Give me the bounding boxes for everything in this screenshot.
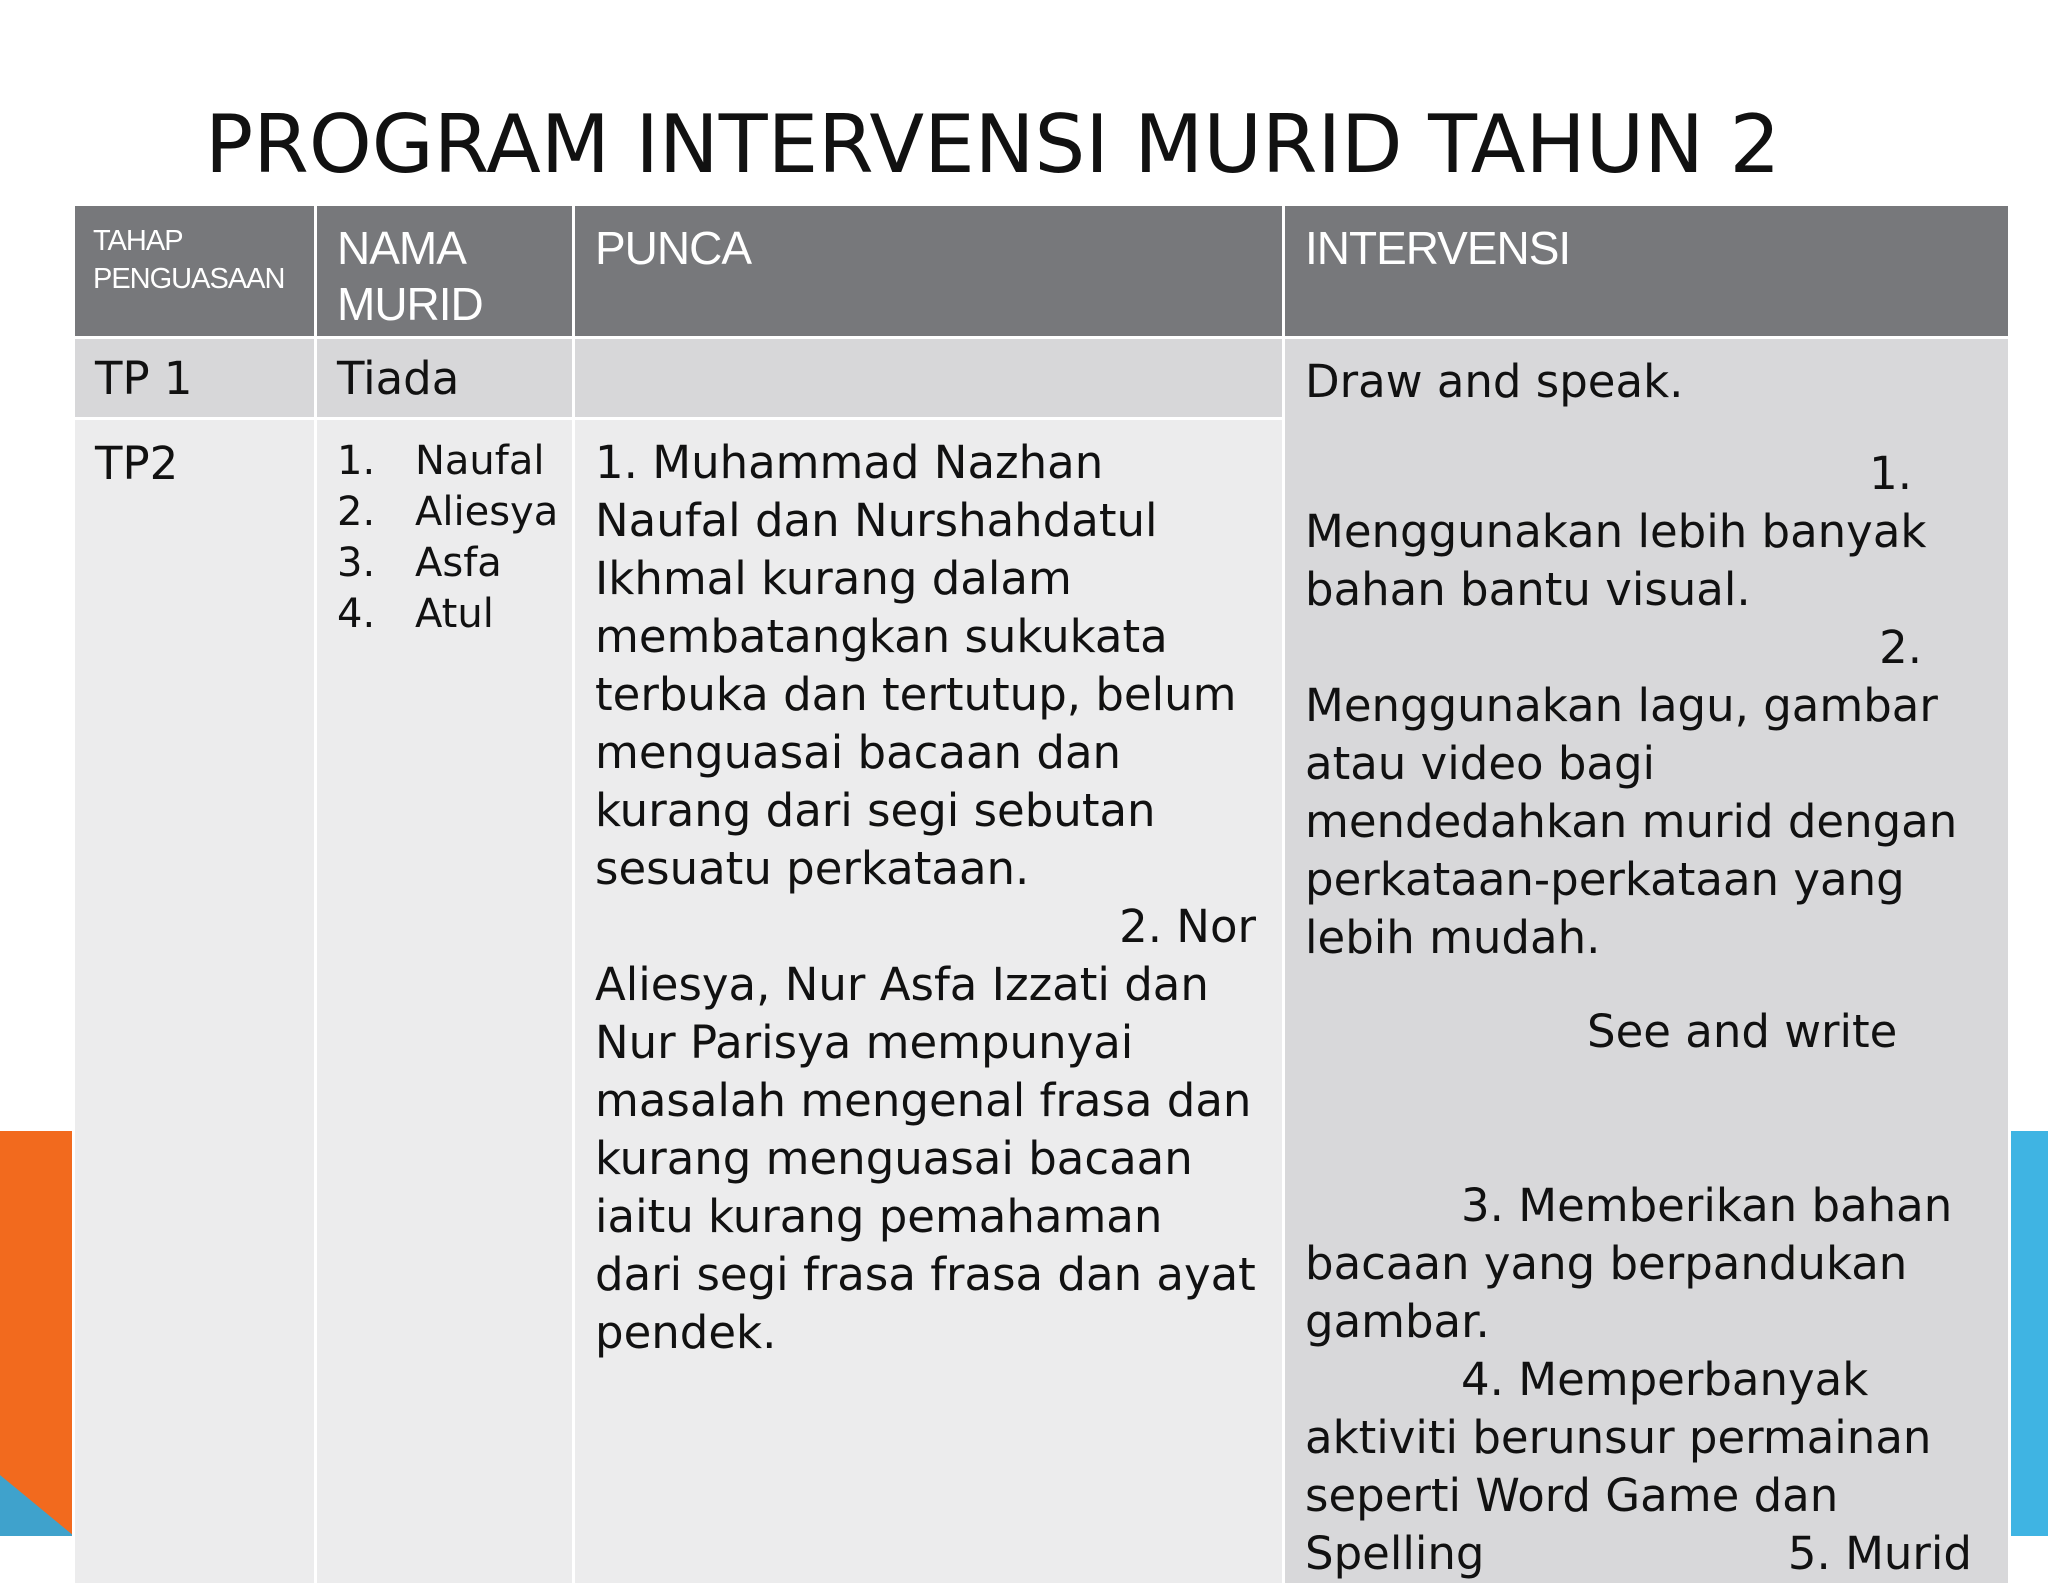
header-punca: PUNCA <box>574 205 1284 338</box>
cell-tp2: TP2 <box>74 418 316 1584</box>
cell-tp1-punca <box>574 338 1284 419</box>
cell-tp1-nama: Tiada <box>316 338 574 419</box>
cell-tp2-nama <box>316 418 574 1584</box>
blue-accent-bar <box>2008 1131 2048 1536</box>
slide-title: PROGRAM INTERVENSI MURID TAHUN 2 <box>205 98 1781 191</box>
header-intervensi: INTERVENSI <box>1284 205 2010 338</box>
cell-tp1: TP 1 <box>74 338 316 419</box>
list-item: 3. Asfa <box>337 539 502 586</box>
intervention-table <box>72 203 2011 1586</box>
cell-intervensi <box>1284 338 2010 1585</box>
header-tahap: TAHAP PENGUASAAN <box>74 205 316 338</box>
student-name-list <box>317 420 572 640</box>
table-row-tp1 <box>74 338 2010 419</box>
list-item: 4. Atul <box>337 590 494 637</box>
intervensi-text: Draw and speak. 1. Menggunakan lebih banyak bahan bantu visual. 2. Menggunakan lagu, gambar atau video bagi mendedahkan murid dengan perkataan-perkataan yang lebih mudah. See and write 3. Memberikan bahan bacaan yang berpandukan gambar. 4. Memperbanyak aktiviti berunsur permainan seperti Word Game dan Spelling 5. Murid <box>1305 355 1972 1580</box>
table-header-row <box>74 205 2010 338</box>
punca-text: 1. Muhammad Nazhan Naufal dan Nurshahdatul Ikhmal kurang dalam membatangkan sukukata terbuka dan tertutup, belum menguasai bacaan dan kurang dari segi sebutan sesuatu perkataan. 2. Nor Aliesya, Nur Asfa Izzati dan Nur Parisya mempunyai masalah mengenal frasa dan kurang menguasai bacaan iaitu kurang pemahaman dari segi frasa frasa dan ayat pendek. <box>595 435 1256 1359</box>
list-item: 2. Aliesya <box>337 488 559 535</box>
list-item: 1. Naufal <box>337 437 545 484</box>
header-nama: NAMA MURID <box>316 205 574 338</box>
blue-corner-accent <box>0 1475 74 1536</box>
cell-tp2-punca <box>574 418 1284 1584</box>
